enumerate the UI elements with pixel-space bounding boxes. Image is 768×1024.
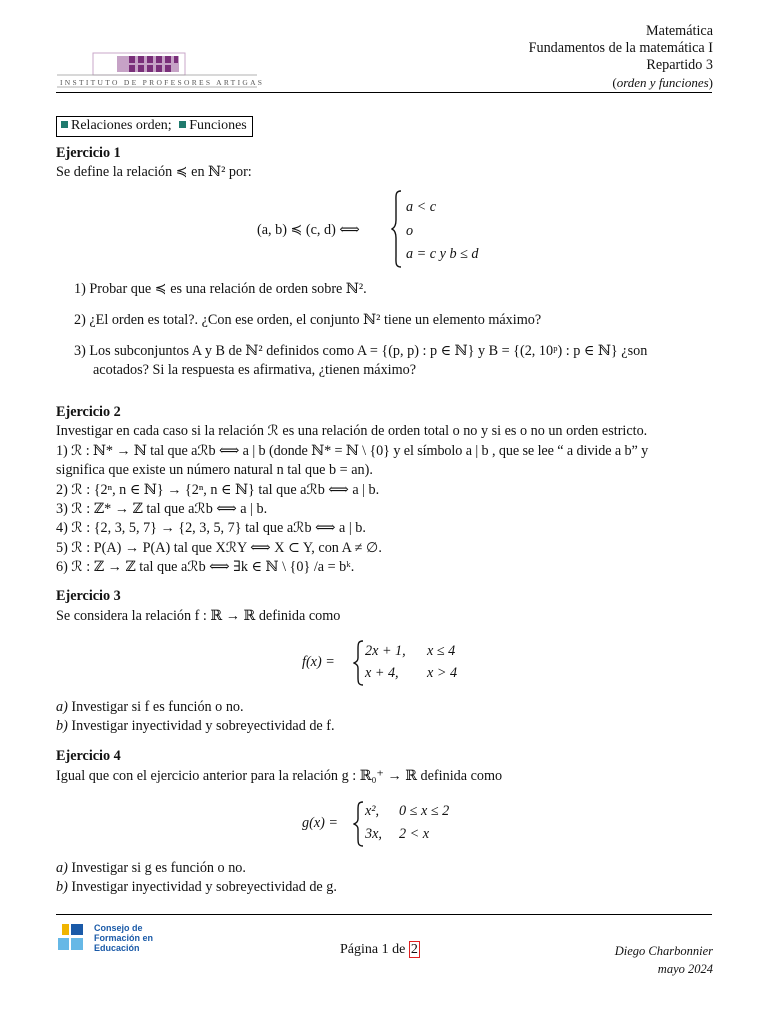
ex1-case-1: a < c [406,199,437,215]
ex1-case-2: o [406,223,414,239]
ex1-item-3: 3) Los subconjuntos A y B de ℕ² definidos como A = {(p, p) : p ∈ ℕ} y B = {(2, 10ᵖ) : p ∈ ℕ} ¿son [74,343,648,359]
ex4-title: Ejercicio 4 [56,748,121,764]
topics-box [56,116,253,137]
footer-author-block [615,942,713,978]
ex4-case-1-expr: x², [365,803,380,819]
ex2-case-1: 1) ℛ : ℕ* → ℕ tal que aℛb ⟺ a | b (donde ℕ* = ℕ \ {0} y el símbolo a | b , que se lee “ a divide a b” y [56,443,649,459]
ex2-case-4: 4) ℛ : {2, 3, 5, 7} → {2, 3, 5, 7} tal que aℛb ⟺ a | b. [56,520,366,536]
ex1-item-1: 1) Probar que ≼ es una relación de orden sobre ℕ². [74,281,367,297]
footer-rule [56,914,712,915]
ex4-intro: Igual que con el ejercicio anterior para la relación g : ℝ₀⁺ → ℝ definida como [56,768,503,784]
ex2-case-6: 6) ℛ : ℤ → ℤ tal que aℛb ⟺ ∃k ∈ ℕ \ {0} /a = bᵏ. [56,559,355,575]
ex3-case-1-expr: 2x + 1, [365,643,406,659]
ex1-item-2: 2) ¿El orden es total?. ¿Con ese orden, el conjunto ℕ² tiene un elemento máximo? [74,312,542,328]
header-course: Fundamentos de la matemática I [528,40,713,56]
page-number: Página 1 de 2 [340,942,418,957]
ex2-title: Ejercicio 2 [56,404,121,420]
ex3-item-b: b) Investigar inyectividad y sobreyectividad de f. [56,718,335,734]
ex4-item-b: b) Investigar inyectividad y sobreyectividad de g. [56,879,337,895]
topic-1: Relaciones orden; [71,118,172,133]
ex1-title: Ejercicio 1 [56,145,121,161]
ex3-case-2-expr: x + 4, [365,665,399,681]
ex1-def-lhs: (a, b) ≼ (c, d) ⟺ [257,222,360,238]
ex4-case-2-cond: 2 < x [399,826,430,842]
ex2-case-5: 5) ℛ : P(A) → P(A) tal que XℛY ⟺ X ⊂ Y, con A ≠ ∅. [56,540,382,556]
ex4-case-1-cond: 0 ≤ x ≤ 2 [399,803,450,819]
ex2-case-1-cont: significa que existe un número natural n tal que b = an). [56,462,373,478]
header-sheet: Repartido 3 [646,57,713,73]
ex1-case-3: a = c y b ≤ d [406,246,479,262]
header-topic-note: (orden y funciones) [612,75,713,90]
ex1-intro: Se define la relación ≼ en ℕ² por: [56,164,252,180]
left-brace-icon [353,640,365,686]
ex1-item-3-cont: acotados? Si la respuesta es afirmativa, ¿tienen máximo? [93,362,417,378]
left-brace-icon [391,190,403,268]
header-info [529,23,713,91]
footer-author: Diego Charbonnier [614,944,713,958]
cfe-name: Consejo de Formación en Educación [94,923,154,953]
square-bullet-icon [179,121,186,128]
cfe-logo-icon [57,922,85,952]
header-rule [56,92,712,93]
ex4-lhs: g(x) = [302,815,338,831]
ex3-title: Ejercicio 3 [56,588,121,604]
topic-2: Funciones [189,118,247,133]
ex3-case-2-cond: x > 4 [427,665,458,681]
ex3-item-a: a) Investigar si f es función o no. [56,699,244,715]
page-total-link[interactable]: 2 [410,942,418,957]
footer-date: mayo 2024 [657,962,713,976]
ex2-case-3: 3) ℛ : ℤ* → ℤ tal que aℛb ⟺ a | b. [56,501,268,517]
ex4-case-2-expr: 3x, [365,826,382,842]
institute-name: INSTITUTO DE PROFESORES ARTIGAS [60,78,265,87]
ex4-item-a: a) Investigar si g es función o no. [56,860,246,876]
ex2-case-2: 2) ℛ : {2ⁿ, n ∈ ℕ} → {2ⁿ, n ∈ ℕ} tal que aℛb ⟺ a | b. [56,482,380,498]
header-subject: Matemática [646,23,713,39]
ex2-intro: Investigar en cada caso si la relación ℛ es una relación de orden total o no y si es o no un orden estricto. [56,423,648,439]
ex3-intro: Se considera la relación f : ℝ → ℝ definida como [56,608,341,624]
ex3-case-1-cond: x ≤ 4 [427,643,456,659]
ex3-lhs: f(x) = [302,654,335,670]
square-bullet-icon [61,121,68,128]
left-brace-icon [353,801,365,847]
